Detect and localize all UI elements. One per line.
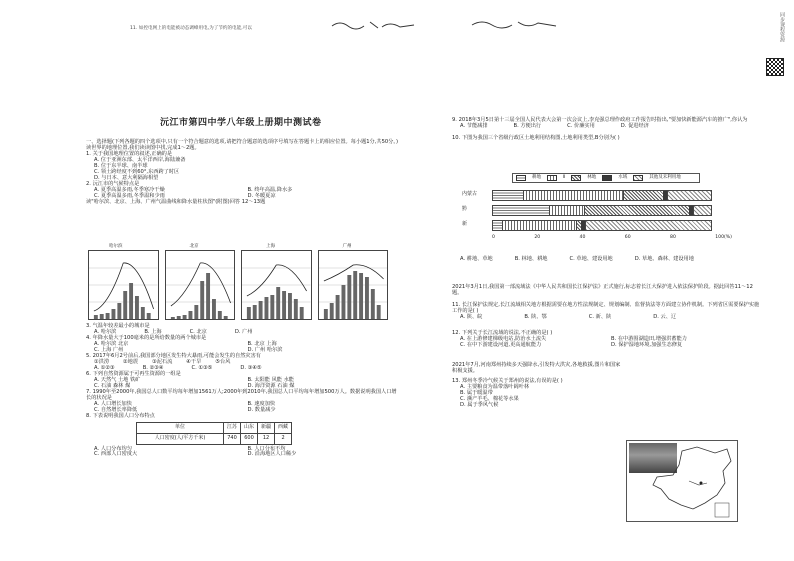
q2-options [86,188,401,200]
q9-option: C. 价廉实用 [567,122,595,129]
q4-option: D. 广州 哈尔滨 [247,346,283,353]
climate-chart [165,244,236,320]
climate-chart-title: 北京 [189,244,199,249]
climate-chart [318,244,389,320]
table-cell: 600 [241,433,258,444]
q3-option: C. 北京 [189,328,207,335]
climate-charts [88,244,388,320]
bar-segment [493,206,549,215]
q13-options [452,385,630,409]
legend-label: 耕地 [532,175,541,181]
q7-option: A. 人口增长加快 [94,400,132,407]
q2-option: D. 冬暖夏凉 [247,192,276,199]
q11-option: C. 新、陕 [588,313,612,320]
q3-option: B. 上海 [144,328,162,335]
q5-option: D. ③④⑤ [240,364,262,371]
q10-option: B. 林地、耕地 [514,256,548,262]
q9-option: A. 节能减排 [460,122,488,129]
q2-option: C. 夏季高温多雨,冬季温和少雨 [94,192,165,199]
chart-legend [512,173,700,183]
bar-row [462,219,732,231]
legend-swatch [633,175,643,181]
bar-label: 黔 [462,206,468,213]
q8-options [86,447,401,459]
side-watermark: 同步课程资源 [779,12,785,42]
q10-options [452,257,762,263]
q13-option: D. 属于季风气候 [460,401,499,408]
page-title: 沅江市第四中学八年级上册期中测试卷 [160,118,322,128]
table-header-cell: 江苏 [224,422,241,433]
bar-segment [502,221,576,230]
top-fragment-text: 11. 如控电网上的电能被动态调峰用电,为了节约的电能,可以 [130,26,252,31]
q3-option: A. 哈尔滨 [94,328,117,335]
chart-intro: 读"哈尔滨、北京、上海、广州气温曲线和降水量柱状图"(附图)回答 12～13题 [86,198,266,205]
passage-2021: 2021年3月1日,我国第一部流域法《中华人民共和国长江保护法》正式施行,标志着长江大保护进入依法保护阶段。据此回答11～12题。 [452,283,753,296]
question-13: 13. 郑州冬季冷气候关于郑州的说法,有误的是( ) [452,377,563,384]
q10-option: D. 草地、森林、建设用地 [634,256,694,262]
q12-option: A. 在上游修建梯级电站,防治水土流失 [460,335,547,342]
q12-options [452,337,762,349]
q2-option: A. 夏季高温多雨,冬季寒冷干燥 [94,186,165,193]
handwriting-fragment-2 [470,18,560,32]
q4-option: A. 哈尔滨 北京 [94,340,129,347]
q5-item: ③泥石流 [152,358,173,365]
population-table [136,422,292,445]
china-map-outline [627,441,737,521]
q9-options [452,124,762,130]
bar-row [462,204,732,216]
q6-option: A. 天然气 土地 铁矿 [94,376,141,383]
legend-swatch [602,175,612,181]
left-column [86,140,401,206]
axis-tick: 0 [492,235,495,240]
q8-option: B. 人口分布不均 [247,445,286,452]
passage-2021b: 2021年7月,河南郑州持续多天强降水,引发特大洪灾,各地救援,图片和国家积极支援。 [452,361,621,374]
stacked-bar [492,205,712,216]
q11-options [452,315,762,321]
q6-option: C. 石油 森林 煤 [94,382,131,389]
intro-text: 读世界的地理位置,我们读读图中找,完成1～2题。 [86,144,200,151]
stacked-bar [492,220,712,231]
right-column-lower [452,257,762,409]
climate-chart-title: 哈尔滨 [109,244,123,249]
legend-label: 其他及未利用地 [649,175,681,181]
handwriting-fragment [330,18,420,32]
q6-options [86,378,401,390]
axis-tick: 60 [624,235,631,240]
axis-tick: 100(%) [715,235,732,240]
q5-item: ②地震 [123,358,139,365]
table-row [137,433,292,444]
table-row-label: 人口密度(人/平方千米) [137,433,224,444]
table-header-row [137,422,292,433]
question-7: 7. 1990年至2000年,我国总人口数平均每年增加1561万人;2000年到2010年,我国总人口平均每年增加500万人。数据说明我国人口增长的状况是 [86,388,397,401]
q8-option: C. 西部人口密度大 [94,451,138,458]
legend-swatch [547,175,557,181]
q1-option: B. 位于东半球、南半球 [94,162,148,169]
table-header-cell: 西藏 [275,422,292,433]
q6-option: B. 太阳能 风能 水能 [247,376,294,383]
q7-options [86,402,401,414]
legend-label: 林地 [587,175,597,181]
q4-option: B. 北京 上海 [247,340,277,347]
q2-option: B. 终年高温,降水多 [247,186,293,193]
bar-segment [523,191,623,200]
axis-tick: 80 [670,235,676,240]
bar-segment [493,221,502,230]
q1-options [86,158,401,182]
axis-tick: 20 [534,235,541,240]
q4-option: C. 上海 广州 [94,346,124,353]
q12-option: C. 在中下游建设河道,更高通航能力 [460,341,542,348]
legend-label: Ⅱ [563,175,566,181]
axis-tick: 40 [579,235,586,240]
q5-option: B. ②③④ [142,364,164,371]
legend-swatch [516,175,526,181]
legend-label: 水域 [618,175,628,181]
land-use-chart [462,173,732,253]
q5-option: A. ①②③ [94,364,115,371]
q5-option: C. ①③⑤ [191,364,213,371]
q12-option: D. 保护湿地环境,加强生态修复 [611,341,683,348]
bar-rows [462,189,732,231]
climate-chart-title: 广州 [342,244,352,249]
q13-option: B. 属于暖温带 [460,389,493,396]
question-4: 4. 年降水量大于100毫米的是所给数量的两个城市是 [86,334,207,341]
question-11: 11. 长江保护法规定,长江流域相关地方根据需要在地方性法规制定、规划编制、监督执法等方面建立协作机制。下列省区需要保护实施工作的是( ) [452,301,760,314]
q8-option: A. 人口分布均匀 [94,445,132,452]
section-heading: 一、选择题(下列各题的四个选项中,只有一个符合题意的选项,请把符合题意的选项序号填写在答题卡上的相应位置。每小题1分,共50分。) [86,139,398,145]
question-2: 2. 沅江市的气候特点是 [86,180,140,187]
q13-option: C. 濒产羊毛、棉花等水果 [460,395,519,402]
bar-label: 内蒙古 [462,191,478,198]
qr-code [766,58,784,76]
q11-option: B. 陕、鄂 [524,313,547,320]
table-header-cell: 山东 [241,422,258,433]
table-header-cell: 单位 [137,422,224,433]
bar-row [462,189,732,201]
left-column-lower [86,324,401,458]
question-9: 9. 2018年3月5日第十三届全国人民代表大会第一次会议上,李克强总理作政府工作报告时指出,"要加快新能源汽车的推广",你认为 [452,117,748,123]
q7-option: B. 速度加快 [247,400,276,407]
question-10: 10. 下图为我国三个省级行政区土地利用结构图,土地利用类型,B分别为( ) [452,134,620,141]
q1-option: A. 位于亚洲东部、太平洋西岸,海陆兼备 [94,156,186,163]
china-map-figure [626,440,738,522]
bar-segment [623,191,663,200]
bar-segment [493,191,523,200]
stacked-bar [492,190,712,201]
x-axis-ticks [492,235,732,240]
question-1: 1. 关于我国地理位置的叙述,正确的是 [86,150,173,157]
q5-item: ⑤台风 [215,358,231,365]
q10-option: A. 耕地、草地 [460,256,493,262]
question-8: 8. 下表说明我国人口分布特点 [86,412,155,419]
table-header-cell: 新疆 [258,422,275,433]
q1-option: D. 与日本、意大利隔海相望 [94,174,159,181]
question-12: 12. 下列关于长江流域的说法,不正确的是( ) [452,329,553,336]
climate-chart-title: 上海 [266,244,275,249]
q1-option: C. 领土跨经度不到60°,东西跨了时区 [94,168,180,175]
climate-chart [241,244,312,320]
bar-segment [584,206,688,215]
table-cell: 2 [275,433,292,444]
q9-option: D. 促进经济 [620,122,649,129]
table-cell: 740 [224,433,241,444]
q11-option: A. 陕、皖 [460,313,483,320]
bar-label: 新 [462,221,468,228]
climate-chart [88,244,159,320]
q6-option: D. 海洋资源 石油 煤 [247,382,295,389]
right-column [452,118,762,142]
q5-item: ①洪涝 [94,358,110,365]
q13-option: A. 主要粮食为温带落叶阔叶林 [460,383,530,390]
bar-segment [585,221,711,230]
q3-option: D. 广州 [234,328,253,335]
bar-segment [549,206,584,215]
q7-option: D. 数量减少 [247,406,276,413]
q8-option: D. 沿海地区人口稀少 [247,451,297,458]
q5-item: ④干旱 [186,358,202,365]
q11-option: D. 云、辽 [653,313,677,320]
q9-option: B. 方便出行 [513,122,542,129]
question-3: 3. 气温年较差最小的城市是 [86,323,150,329]
legend-swatch [571,175,581,181]
q10-option: C. 草地、建设用地 [569,256,613,262]
question-5: 5. 2017年6月2号前后,我国部分地区发生特大暴雨,可能会发生的自然灾害有 [86,352,261,359]
bar-segment [693,206,711,215]
table-cell: 12 [258,433,275,444]
q12-option: B. 在中游围湖造田,增强洪蓄能力 [611,335,687,342]
q7-option: C. 自然增长率降低 [94,406,138,413]
bar-segment [667,191,711,200]
question-6: 6. 下列自然资源属于可再生资源的一组是 [86,370,181,377]
